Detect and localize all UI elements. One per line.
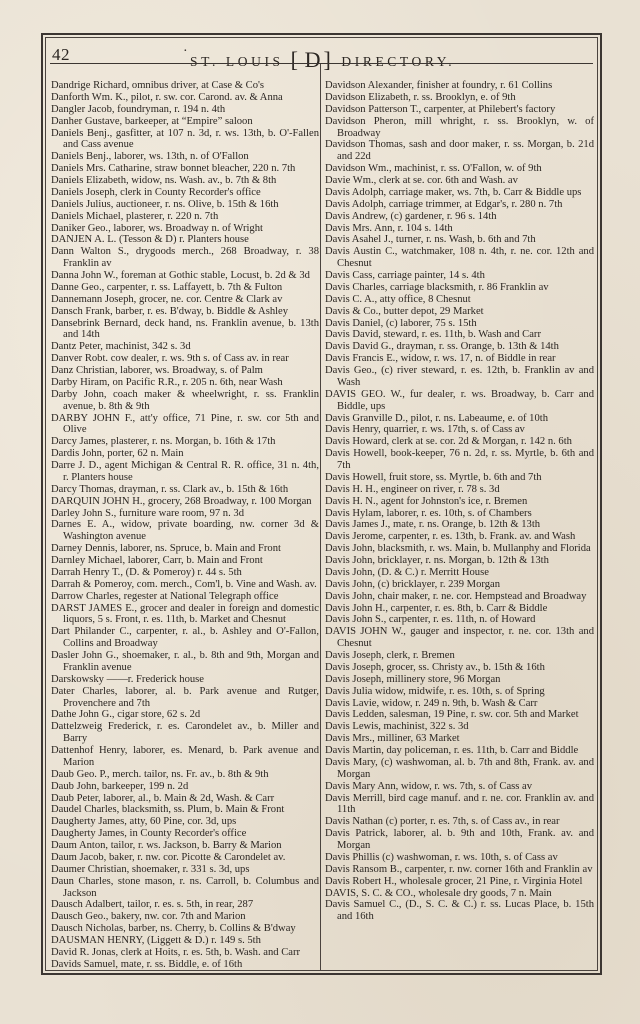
directory-entry: Darby John, coach maker & wheelwright, r. ss. Franklin avenue, b. 8th & 9th: [51, 388, 319, 412]
header-separator: ·: [183, 44, 188, 59]
directory-entry: Danver Robt. cow dealer, r. ws. 9th s. of Cass av. in rear: [51, 353, 289, 365]
directory-entry: David R. Jonas, clerk at Hoits, r. es. 5th, b. Wash. and Carr: [51, 946, 301, 958]
directory-entry: Daumer Christian, shoemaker, r. 331 s. 3d, ups: [51, 863, 250, 875]
directory-entry: Davis James J., mate, r. ns. Orange, b. 12th & 13th: [325, 519, 541, 531]
section-letter: D: [304, 47, 321, 72]
directory-entry: Dann Walton S., drygoods merch., 268 Broadway, r. 38 Franklin av: [51, 246, 319, 270]
directory-entry: Dathe John G., cigar store, 62 s. 2d: [51, 709, 201, 721]
directory-entry: Davis Ledden, salesman, 19 Pine, r. sw. cor. 5th and Market: [325, 709, 579, 721]
directory-entry: Davis Samuel C., (D., S. C. & C.) r. ss. Lucas Place, b. 15th and 16th: [325, 899, 594, 923]
directory-entry: Danher Gustave, barkeeper, at “Empire” saloon: [51, 115, 253, 127]
directory-entry: Davis John, (D. & C.) r. Merritt House: [325, 566, 489, 578]
directory-entry: Darley John S., furniture ware room, 97 n. 3d: [51, 507, 244, 519]
directory-entry: Davidson Thomas, sash and door maker, r. ss. Morgan, b. 21d and 22d: [325, 139, 594, 163]
directory-entry: Davis Patrick, laborer, al. b. 9th and 10th, Frank. av. and Morgan: [325, 828, 594, 851]
directory-entry: Davis Francis E., widow, r. ws. 17, n. of Biddle in rear: [325, 353, 556, 365]
directory-entry: Darrow Charles, regester at National Telegraph office: [51, 590, 279, 602]
directory-entry: Davis Adolph, carriage maker, ws. 7th, b. Carr & Biddle ups: [325, 186, 582, 198]
directory-entry: Davis Lavie, widow, r. 249 n. 9th, b. Wash & Carr: [325, 697, 538, 709]
directory-entry: Darrah Henry T., (D. & Pomeroy) r. 44 s. 5th: [51, 566, 242, 578]
directory-entry: Davidson Patterson T., carpenter, at Philebert's factory: [325, 103, 556, 115]
directory-entry: Davis Joseph, clerk, r. Bremen: [325, 650, 455, 661]
directory-entry: DANJEN A. L. (Tesson & D) r. Planters house: [51, 234, 249, 246]
directory-entry: Davis Mary, (c) washwoman, al. b. 7th and 8th, Frank. av. and Morgan: [325, 756, 594, 780]
directory-entry: Davidson Pheron, mill whright, r. ss. Brooklyn, w. of Broadway: [325, 115, 594, 139]
directory-entry: Dattelzweig Frederick, r. es. Carondelet av., b. Miller and Barry: [51, 721, 319, 745]
directory-entry: Darre J. D., agent Michigan & Central R. R. office, 31 n. 4th, r. Planters house: [51, 460, 319, 483]
directory-entry: Davidson Alexander, finisher at foundry, r. 61 Collins: [325, 80, 553, 91]
directory-entry: DAVIS GEO. W., fur dealer, r. ws. Broadway, b. Carr and Biddle, ups: [325, 388, 594, 412]
directory-entry: Danforth Wm. K., pilot, r. sw. cor. Carond. av. & Anna: [51, 91, 283, 103]
directory-entry: Davis C. A., atty office, 8 Chesnut: [325, 293, 471, 305]
left-column: [51, 80, 319, 971]
directory-entry: DAVIS, S. C. & CO., wholesale dry goods, 7 n. Main: [325, 887, 552, 899]
directory-entry: Dausch Nicholas, barber, ns. Cherry, b. Collins & B'dway: [51, 923, 296, 935]
directory-entry: Daub Peter, laborer, al., b. Main & 2d, Wash. & Carr: [51, 792, 275, 804]
directory-entry: Davis Geo., (c) river steward, r. es. 12th, b. Franklin av and Wash: [325, 365, 594, 388]
directory-entry: Davis Mrs., milliner, 63 Market: [325, 733, 460, 745]
directory-entry: Dattenhof Henry, laborer, es. Menard, b. Park avenue and Marion: [51, 745, 319, 768]
directory-entry: Daub John, barkeeper, 199 n. 2d: [51, 780, 189, 792]
directory-entry: Davie Wm., clerk at se. cor. 6th and Wash. av: [325, 175, 518, 186]
directory-entry: Darney Dennis, laborer, ns. Spruce, b. Main and Front: [51, 543, 281, 555]
directory-entry: Darcy Thomas, drayman, r. ss. Clark av., b. 15th & 16th: [51, 483, 289, 495]
directory-entry: Davis & Co., butter depot, 29 Market: [325, 305, 484, 317]
directory-entry: Davis Asahel J., turner, r. ns. Wash, b. 6th and 7th: [325, 234, 536, 246]
directory-entry: Davis Howell, book-keeper, 76 n. 2d, r. ss. Myrtle, b. 6th and 7th: [325, 448, 594, 471]
directory-entry: Davis John H., carpenter, r. es. 8th, b. Carr & Biddle: [325, 602, 548, 614]
directory-entry: Dasler John G., shoemaker, r. al., b. 8th and 9th, Morgan and Franklin avenue: [51, 650, 319, 673]
directory-entry: Davis Jerome, carpenter, r. es. 13th, b. Frank. av. and Wash: [325, 531, 576, 543]
directory-entry: Daun Charles, stone mason, r. ns. Carroll, b. Columbus and Jackson: [51, 875, 319, 899]
directory-entry: Davis Andrew, (c) gardener, r. 96 s. 14th: [325, 210, 497, 222]
directory-entry: Davis Howell, fruit store, ss. Myrtle, b. 6th and 7th: [325, 471, 542, 483]
directory-entry: Davis Mary Ann, widow, r. ws. 7th, s. of Cass av: [325, 780, 533, 792]
directory-entry: Davis John S., carpenter, r. es. 11th, n. of Howard: [325, 614, 536, 626]
directory-entry: Daniker Geo., laborer, ws. Broadway n. of Wright: [51, 222, 263, 234]
directory-entry: Darcy James, plasterer, r. ns. Morgan, b. 16th & 17th: [51, 436, 276, 448]
directory-entry: Dart Philander C., carpenter, r. al., b. Ashley and O'-Fallon, Collins and Broadway: [51, 626, 319, 650]
directory-entry: Daum Jacob, baker, r. nw. cor. Picotte & Carondelet av.: [51, 851, 286, 863]
directory-entry: Davis John, bricklayer, r. ns. Morgan, b. 12th & 13th: [325, 555, 549, 566]
directory-entry: Davidson Elizabeth, r. ss. Brooklyn, e. of 9th: [325, 91, 516, 103]
directory-entry: Davis Martin, day policeman, r. es. 11th, b. Carr and Biddle: [325, 745, 579, 756]
directory-entry: Daugherty James, in County Recorder's office: [51, 828, 247, 840]
directory-entry: Dannemann Joseph, grocer, ne. cor. Centre & Clark av: [51, 293, 283, 305]
directory-entry: Davis Joseph, grocer, ss. Christy av., b. 15th & 16th: [325, 661, 545, 673]
directory-entry: Daudel Charles, blacksmith, ss. Plum, b. Main & Front: [51, 804, 285, 816]
directory-entry: Davis Hylam, laborer, r. es. 10th, s. of Chambers: [325, 507, 532, 519]
directory-entry: Daniels Elizabeth, widow, ns. Wash. av., b. 7th & 8th: [51, 175, 277, 186]
directory-entry: Davis Lewis, machinist, 322 s. 3d: [325, 721, 469, 733]
page-number: 42: [52, 45, 70, 64]
directory-entry: Davidson Wm., machinist, r. ss. O'Fallon, w. of 9th: [325, 163, 542, 175]
directory-entry: Daniels Michael, plasterer, r. 220 n. 7th: [51, 210, 219, 222]
directory-entry: Davis H. N., agent for Johnston's ice, r. Bremen: [325, 495, 528, 507]
directory-entry: DAVIS JOHN W., gauger and inspector, r. ne. cor. 13th and Chesnut: [325, 626, 594, 650]
directory-entry: Davis Austin C., watchmaker, 108 n. 4th, r. ne. cor. 12th and Chesnut: [325, 246, 594, 270]
directory-entry: Daniels Mrs. Catharine, straw bonnet bleacher, 220 n. 7th: [51, 163, 296, 175]
directory-entry: Davis Merrill, bird cage manuf. and r. ne. cor. Franklin av. and 11th: [325, 792, 594, 816]
directory-entry: Davids Samuel, mate, r. ss. Biddle, e. of 16th: [51, 958, 243, 970]
directory-entry: Davis Henry, quarrier, r. ws. 17th, s. of Cass av: [325, 424, 525, 436]
directory-entry: Davis Granville D., pilot, r. ns. Labeaume, e. of 10th: [325, 412, 549, 424]
directory-entry: Davis Charles, carriage blacksmith, r. 86 Franklin av: [325, 281, 549, 293]
directory-entry: Dansch Frank, barber, r. es. B'dway, b. Biddle & Ashley: [51, 305, 289, 317]
directory-entry: Davis Howard, clerk at se. cor. 2d & Morgan, r. 142 n. 6th: [325, 436, 572, 448]
directory-entry: Darrah & Pomeroy, com. merch., Com'l, b. Vine and Wash. av.: [51, 578, 317, 590]
directory-entry: Darnley Michael, laborer, Carr, b. Main and Front: [51, 555, 263, 566]
directory-entry: Davis David G., drayman, r. ss. Orange, b. 13th & 14th: [325, 341, 559, 353]
directory-entry: Davis Daniel, (c) laborer, 75 s. 15th: [325, 317, 477, 329]
directory-entry: Dansebrink Bernard, deck hand, ns. Franklin avenue, b. 13th and 14th: [51, 317, 319, 341]
directory-entry: DARBY JOHN F., att'y office, 71 Pine, r. sw. cor 5th and Olive: [51, 412, 319, 436]
bracket-close: ]: [323, 47, 335, 72]
directory-entry: Davis Joseph, millinery store, 96 Morgan: [325, 673, 501, 685]
directory-entry: Daugherty James, atty, 60 Pine, cor. 3d, ups: [51, 816, 237, 828]
directory-entry: Davis Adolph, carriage trimmer, at Edgar's, r. 280 n. 7th: [325, 198, 563, 210]
column-divider: [320, 64, 321, 971]
directory-entry: DARST JAMES E., grocer and dealer in foreign and domestic liquors, 5 s. Front, r. es. 11th, b. Market and Chesnut: [51, 602, 319, 626]
directory-entry: Danne Geo., carpenter, r. ss. Laffayett, b. 7th & Fulton: [51, 281, 283, 293]
title-directory: DIRECTORY.: [341, 54, 456, 69]
directory-entry: Dantz Peter, machinist, 342 s. 3d: [51, 341, 191, 353]
bracket-open: [: [290, 47, 302, 72]
directory-entry: Danz Christian, laborer, ws. Broadway, s. of Palm: [51, 365, 263, 376]
directory-entry: Darby Hiram, on Pacific R.R., r. 205 n. 6th, near Wash: [51, 376, 283, 388]
directory-entry: Dausch Adalbert, tailor, r. es. s. 5th, in rear, 287: [51, 899, 254, 911]
directory-entry: Davis John, blacksmith, r. ws. Main, b. Mullanphy and Florida: [325, 543, 591, 555]
directory-entry: Davis H. H., engineer on river, r. 78 s. 3d: [325, 483, 500, 495]
directory-entry: Dausch Geo., bakery, nw. cor. 7th and Marion: [51, 911, 246, 923]
directory-entry: Daniels Joseph, clerk in County Recorder's office: [51, 186, 261, 198]
directory-entry: Davis Cass, carriage painter, 14 s. 4th: [325, 270, 485, 281]
directory-entry: Danna John W., foreman at Gothic stable, Locust, b. 2d & 3d: [51, 270, 310, 281]
running-title: [190, 46, 455, 72]
directory-entry: Davis John, chair maker, r. ne. cor. Hempstead and Broadway: [325, 590, 587, 602]
directory-entry: Davis David, steward, r. es. 11th, b. Wash and Carr: [325, 329, 541, 341]
directory-entry: Daniels Benj., laborer, ws. 13th, n. of O'Fallon: [51, 151, 249, 163]
directory-entry: Darskowsky ——r. Frederick house: [51, 673, 204, 685]
directory-entry: DAUSMAN HENRY, (Liggett & D.) r. 149 s. 5th: [51, 935, 261, 946]
header-rule: [50, 63, 593, 64]
directory-entry: Daniels Julius, auctioneer, r. ns. Olive, b. 15th & 16th: [51, 198, 279, 210]
directory-entry: Darnes E. A., widow, private boarding, nw. corner 3d & Washington avenue: [51, 519, 319, 543]
directory-entry: Davis Phillis (c) washwoman, r. ws. 10th, s. of Cass av: [325, 851, 558, 863]
directory-entry: Dangler Jacob, foundryman, r. 194 n. 4th: [51, 103, 226, 115]
directory-entry: Davis Julia widow, midwife, r. es. 10th, s. of Spring: [325, 685, 545, 697]
running-header: [52, 42, 592, 72]
directory-entry: Davis Ransom B., carpenter, r. nw. corner 16th and Franklin av: [325, 863, 593, 875]
directory-entry: Davis John, (c) bricklayer, r. 239 Morgan: [325, 578, 501, 590]
directory-entry: Davis Robert H., wholesale grocer, 21 Pine, r. Virginia Hotel: [325, 875, 583, 887]
directory-entry: Dardis John, porter, 62 n. Main: [51, 448, 184, 460]
directory-entry: Daum Anton, tailor, r. ws. Jackson, b. Barry & Marion: [51, 840, 282, 851]
directory-entry: Davis Nathan (c) porter, r. es. 7th, s. of Cass av., in rear: [325, 816, 560, 828]
right-column: [325, 80, 594, 923]
directory-entry: Daniels Benj., gasfitter, at 107 n. 3d, r. ws. 13th, b. O'-Fallen and Cass avenue: [51, 127, 319, 151]
directory-entry: Dandrige Richard, omnibus driver, at Case & Co's: [51, 80, 265, 91]
title-city: ST. LOUIS: [190, 54, 284, 69]
directory-entry: Dater Charles, laborer, al. b. Park avenue and Rutger, Provenchere and 7th: [51, 685, 319, 709]
directory-entry: Davis Mrs. Ann, r. 104 s. 14th: [325, 222, 453, 234]
directory-entry: DARQUIN JOHN H., grocery, 268 Broadway, r. 100 Morgan: [51, 495, 312, 507]
directory-entry: Daub Geo. P., merch. tailor, ns. Fr. av., b. 8th & 9th: [51, 768, 269, 780]
